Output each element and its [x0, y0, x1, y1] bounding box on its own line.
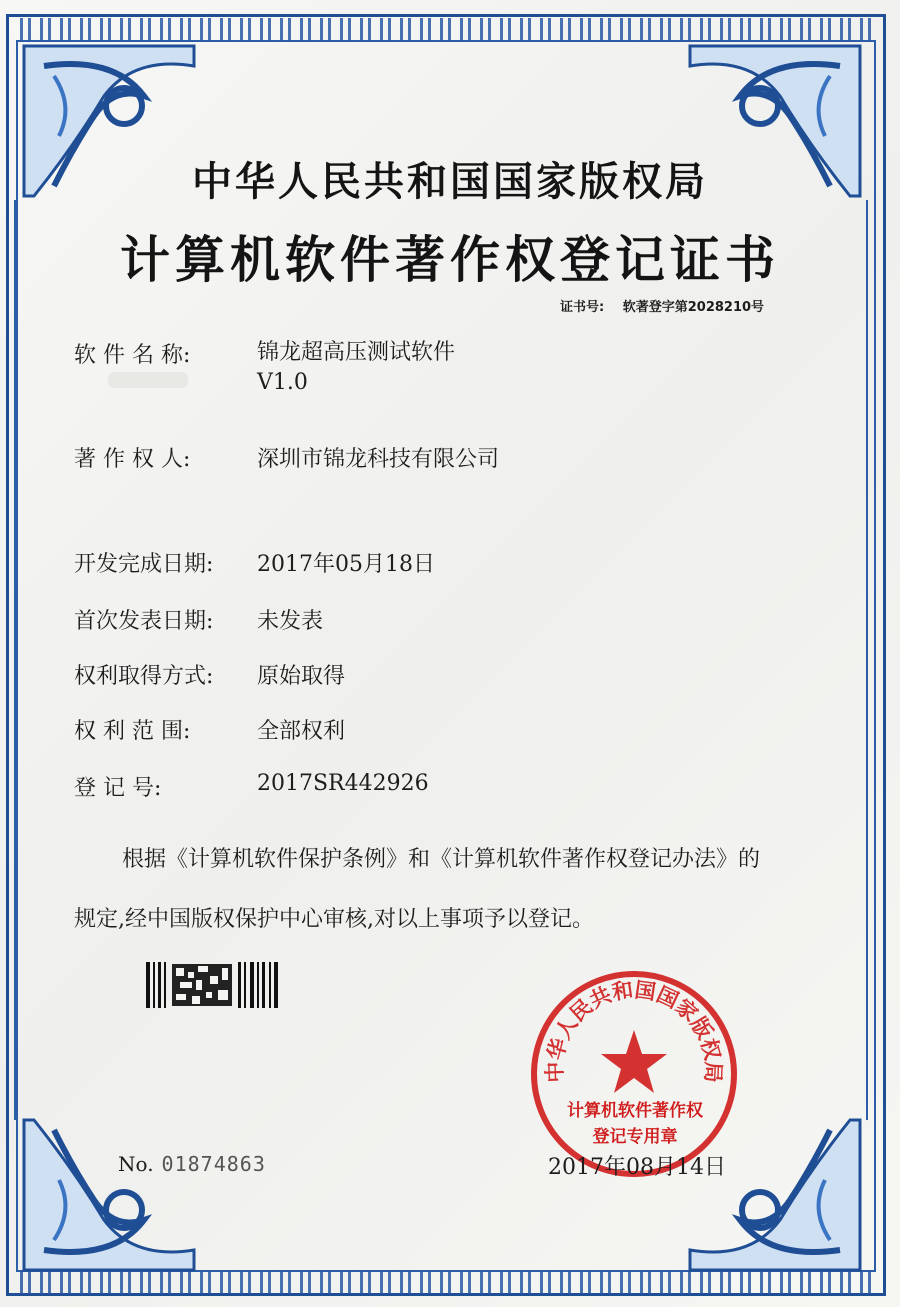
- corner-ornament-bottom-left: [14, 1110, 204, 1280]
- seal-text-line-2: 登记专用章: [592, 1127, 678, 1147]
- field-label: 登 记 号:: [74, 776, 162, 801]
- field-label: 首次发表日期:: [74, 609, 214, 634]
- software-name-value: 锦龙超高压测试软件: [257, 340, 456, 365]
- field-label: 软 件 名 称:: [74, 343, 191, 368]
- serial-number-label: No.: [118, 1152, 154, 1176]
- field-copyright-owner: [74, 442, 499, 473]
- field-value: [257, 338, 455, 398]
- official-seal: [528, 968, 740, 1180]
- certificate-number-value: 软著登字第2028210号: [622, 300, 765, 315]
- field-rights-scope: [74, 714, 345, 745]
- issue-date: 2017年08月14日: [548, 1155, 726, 1180]
- field-registration-number: [74, 771, 429, 802]
- field-acquisition-method: [74, 659, 345, 690]
- field-label: 著 作 权 人:: [74, 447, 191, 472]
- seal-text-line-1: 计算机软件著作权: [567, 1101, 703, 1121]
- certificate-number-label: 证书号:: [560, 300, 605, 315]
- field-value: 2017年05月18日: [257, 552, 435, 577]
- field-first-publication-date: [74, 604, 323, 635]
- serial-number-value: 01874863: [161, 1152, 266, 1176]
- field-label: 开发完成日期:: [74, 552, 214, 577]
- field-value: 原始取得: [257, 664, 346, 689]
- left-border-line: [14, 200, 16, 1120]
- certificate-number: [560, 296, 764, 315]
- faded-smudge: [108, 372, 188, 388]
- field-value: 全部权利: [257, 719, 346, 744]
- barcode-icon: [146, 962, 278, 1008]
- right-border-line: [866, 200, 868, 1120]
- field-label: 权利取得方式:: [74, 664, 214, 689]
- field-value: 深圳市锦龙科技有限公司: [257, 447, 500, 472]
- seal-ring-text: 中华人民共和国国家版权局: [542, 977, 726, 1083]
- star-icon: [601, 1030, 667, 1093]
- statement-line-1: 根据《计算机软件保护条例》和《计算机软件著作权登记办法》的: [122, 847, 761, 872]
- statement-line-2: 规定,经中国版权保护中心审核,对以上事项予以登记。: [74, 907, 594, 932]
- issuing-authority: 中华人民共和国国家版权局: [192, 159, 708, 205]
- field-label: 权 利 范 围:: [74, 719, 191, 744]
- serial-number: [118, 1152, 266, 1176]
- software-version-value: V1.0: [257, 370, 308, 395]
- certificate-title: 计算机软件著作权登记证书: [120, 231, 780, 289]
- field-value: 未发表: [257, 609, 324, 634]
- field-value: 2017SR442926: [257, 771, 429, 796]
- field-software-name: [74, 338, 455, 398]
- field-completion-date: [74, 547, 435, 578]
